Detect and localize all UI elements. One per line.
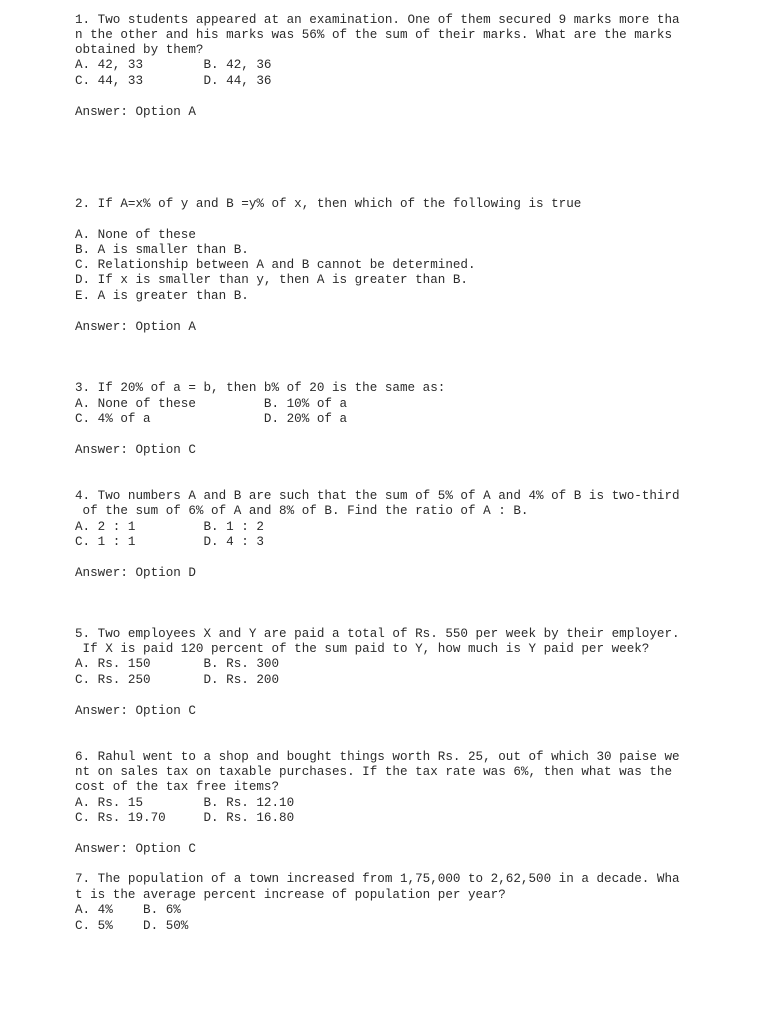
question-text-line: t is the average percent increase of population per year? (75, 888, 506, 902)
answer-line: Answer: Option D (75, 566, 196, 580)
option-line: E. A is greater than B. (75, 289, 249, 303)
question-text-line: n the other and his marks was 56% of the sum of their marks. What are the marks (75, 28, 673, 42)
answer-line: Answer: Option C (75, 704, 196, 718)
options-line: A. None of these B. 10% of a (75, 397, 348, 411)
options-line: A. 42, 33 B. 42, 36 (75, 58, 272, 72)
question-text-line: 7. The population of a town increased from 1,75,000 to 2,62,500 in a decade. Wha (75, 872, 680, 886)
question-text-line: 1. Two students appeared at an examination. One of them secured 9 marks more tha (75, 13, 680, 27)
option-line: A. None of these (75, 228, 196, 242)
question-text-line: 3. If 20% of a = b, then b% of 20 is the same as: (75, 381, 446, 395)
question-text-line: 5. Two employees X and Y are paid a total of Rs. 550 per week by their employer. (75, 627, 680, 641)
options-line: A. Rs. 150 B. Rs. 300 (75, 657, 280, 671)
options-line: A. Rs. 15 B. Rs. 12.10 (75, 796, 295, 810)
question-text-line: cost of the tax free items? (75, 780, 280, 794)
answer-line: Answer: Option A (75, 105, 196, 119)
option-line: C. Relationship between A and B cannot be determined. (75, 258, 476, 272)
question-text-line: 6. Rahul went to a shop and bought things worth Rs. 25, out of which 30 paise we (75, 750, 680, 764)
options-line: C. 4% of a D. 20% of a (75, 412, 348, 426)
question-text-line: obtained by them? (75, 43, 204, 57)
options-line: A. 4% B. 6% (75, 903, 181, 917)
question-text-line: nt on sales tax on taxable purchases. If the tax rate was 6%, then what was the (75, 765, 673, 779)
option-line: B. A is smaller than B. (75, 243, 249, 257)
question-text-line: If X is paid 120 percent of the sum paid to Y, how much is Y paid per week? (75, 642, 650, 656)
question-text-line: of the sum of 6% of A and 8% of B. Find the ratio of A : B. (75, 504, 529, 518)
option-line: D. If x is smaller than y, then A is greater than B. (75, 273, 468, 287)
options-line: C. 44, 33 D. 44, 36 (75, 74, 272, 88)
question-text-line: 4. Two numbers A and B are such that the sum of 5% of A and 4% of B is two-third (75, 489, 680, 503)
options-line: C. 5% D. 50% (75, 919, 189, 933)
answer-line: Answer: Option A (75, 320, 196, 334)
question-text-line: 2. If A=x% of y and B =y% of x, then which of the following is true (75, 197, 582, 211)
options-line: C. Rs. 250 D. Rs. 200 (75, 673, 280, 687)
options-line: C. Rs. 19.70 D. Rs. 16.80 (75, 811, 295, 825)
options-line: C. 1 : 1 D. 4 : 3 (75, 535, 264, 549)
answer-line: Answer: Option C (75, 443, 196, 457)
options-line: A. 2 : 1 B. 1 : 2 (75, 520, 264, 534)
answer-line: Answer: Option C (75, 842, 196, 856)
